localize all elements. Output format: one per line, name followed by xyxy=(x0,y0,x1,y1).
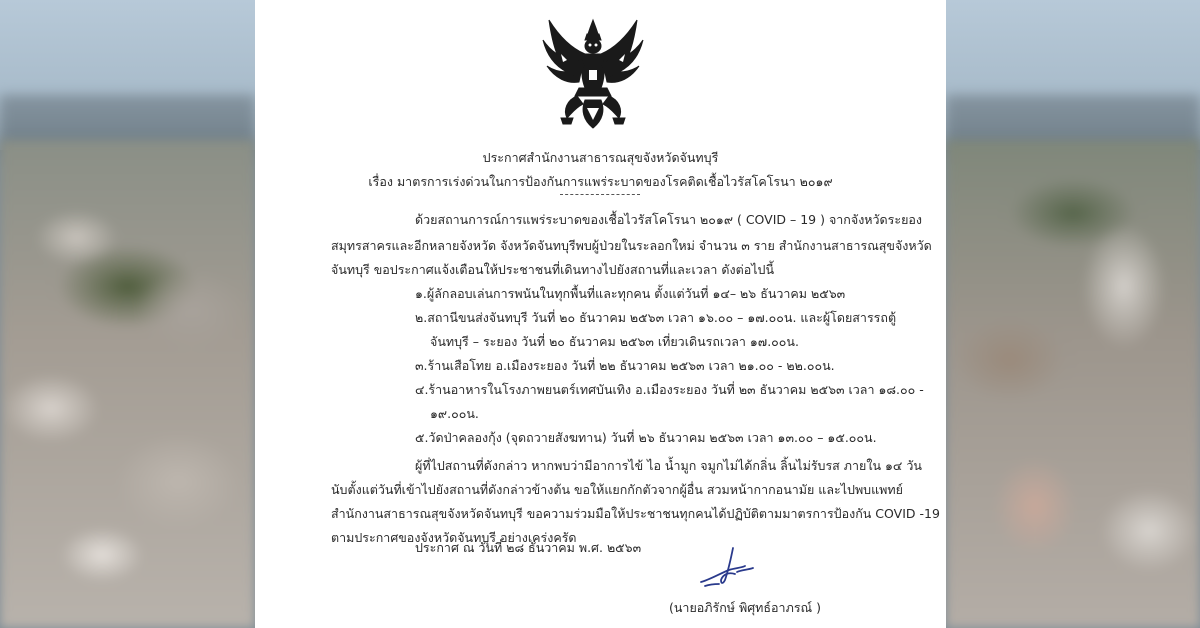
list-item-continuation: จันทบุรี – ระยอง วันที่ ๒๐ ธันวาคม ๒๕๖๓ เที่ยวเดินรถเวลา ๑๗.๐๐น. xyxy=(430,334,799,349)
announcement-document xyxy=(255,0,946,628)
intro-line: สมุทรสาครและอีกหลายจังหวัด จังหวัดจันทบุรีพบผู้ป่วยในระลอกใหม่ จำนวน ๓ ราย สำนักงานสาธารณสุขจังหวัด xyxy=(331,238,932,253)
announcement-date: ประกาศ ณ วันที่ ๒๘ ธันวาคม พ.ศ. ๒๕๖๓ xyxy=(415,540,642,555)
garuda-emblem-icon xyxy=(541,14,645,130)
divider xyxy=(560,194,640,195)
closing-line: นับตั้งแต่วันที่เข้าไปยังสถานที่ดังกล่าวข้างต้น ขอให้แยกกักตัวจากผู้อื่น สวมหน้ากากอนามัย และไปพบแพทย์ xyxy=(331,482,903,497)
list-item-continuation: ๑๙.๐๐น. xyxy=(430,406,479,421)
signer-name: (นายอภิรักษ์ พิศุทธ์อาภรณ์ ) xyxy=(669,600,821,615)
announcement-title: ประกาศสำนักงานสาธารณสุขจังหวัดจันทบุรี xyxy=(482,150,719,165)
signature-icon xyxy=(695,544,765,592)
list-item: ๒.สถานีขนส่งจันทบุรี วันที่ ๒๐ ธันวาคม ๒๕๖๓ เวลา ๑๖.๐๐ – ๑๗.๐๐น. และผู้โดยสารรถตู้ xyxy=(415,310,897,325)
list-item: ๓.ร้านเสือโทย อ.เมืองระยอง วันที่ ๒๒ ธันวาคม ๒๕๖๓ เวลา ๒๑.๐๐ - ๒๒.๐๐น. xyxy=(415,358,835,373)
closing-line: ตามประกาศของจังหวัดจันทบุรี อย่างเคร่งครัด xyxy=(331,530,577,545)
intro-line: จันทบุรี ขอประกาศแจ้งเตือนให้ประชาชนที่เดินทางไปยังสถานที่และเวลา ดังต่อไปนี้ xyxy=(331,262,775,277)
background-photo-right xyxy=(946,0,1200,628)
list-item: ๔.ร้านอาหารในโรงภาพยนตร์เทศบันเทิง อ.เมืองระยอง วันที่ ๒๓ ธันวาคม ๒๕๖๓ เวลา ๑๘.๐๐ - xyxy=(415,382,924,397)
intro-line: ด้วยสถานการณ์การแพร่ระบาดของเชื้อไวรัสโคโรนา ๒๐๑๙ ( COVID – 19 ) จากจังหวัดระยอง xyxy=(415,212,923,227)
list-item: ๕.วัดป่าคลองกุ้ง (จุดถวายสังฆทาน) วันที่ ๒๖ ธันวาคม ๒๕๖๓ เวลา ๑๓.๐๐ – ๑๕.๐๐น. xyxy=(415,430,877,445)
background-photo-left xyxy=(0,0,255,628)
closing-line: ผู้ที่ไปสถานที่ดังกล่าว หากพบว่ามีอาการไข้ ไอ น้ำมูก จมูกไม่ได้กลิ่น ลิ้นไม่รับรส ภายใน ๑๔ วัน xyxy=(415,458,922,473)
closing-line: สำนักงานสาธารณสุขจังหวัดจันทบุรี ขอความร่วมมือให้ประชาชนทุกคนได้ปฏิบัติตามมาตรการป้องกัน COVID -19 xyxy=(331,506,940,521)
list-item: ๑.ผู้ลักลอบเล่นการพนันในทุกพื้นที่และทุกคน ตั้งแต่วันที่ ๑๔– ๒๖ ธันวาคม ๒๕๖๓ xyxy=(415,286,846,301)
announcement-subject: เรื่อง มาตรการเร่งด่วนในการป้องกันการแพร่ระบาดของโรคติดเชื้อไวรัสโคโรนา ๒๐๑๙ xyxy=(368,174,833,189)
